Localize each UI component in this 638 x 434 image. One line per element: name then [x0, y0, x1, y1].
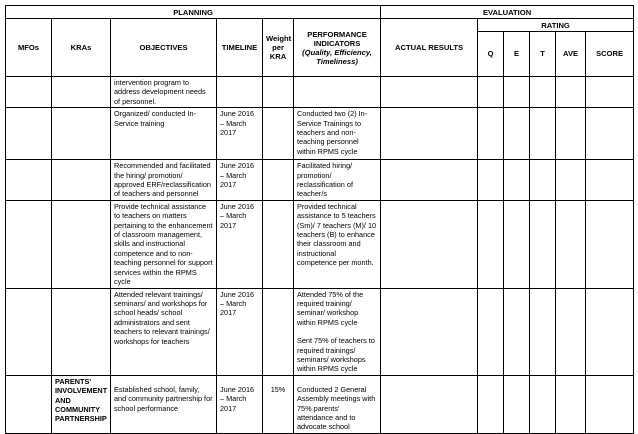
timeline-cell: June 2016 – March 2017 [217, 108, 263, 160]
planning-header: PLANNING [6, 6, 381, 19]
q-cell [478, 200, 504, 288]
performance-table [5, 5, 634, 434]
section-header-row [6, 6, 634, 19]
e-cell [504, 200, 530, 288]
score-cell [586, 200, 634, 288]
actual-results-cell [381, 200, 478, 288]
timeline-cell [217, 77, 263, 108]
ave-cell [556, 375, 586, 433]
score-header: SCORE [586, 32, 634, 77]
q-header: Q [478, 32, 504, 77]
t-cell [530, 108, 556, 160]
rating-header-row [6, 19, 634, 32]
q-cell [478, 108, 504, 160]
t-cell [530, 160, 556, 201]
rating-header: RATING [478, 19, 634, 32]
q-cell [478, 375, 504, 433]
actual-results-cell [381, 375, 478, 433]
ave-cell [556, 77, 586, 108]
ave-header: AVE [556, 32, 586, 77]
weight-cell [263, 200, 294, 288]
e-header: E [504, 32, 530, 77]
weight-cell [263, 77, 294, 108]
performance-indicators-subtitle: (Quality, Efficiency, Timeliness) [302, 47, 372, 66]
table-row [6, 160, 634, 201]
mfo-cell [6, 375, 52, 433]
ave-cell [556, 200, 586, 288]
q-cell [478, 77, 504, 108]
timeline-header: TIMELINE [217, 19, 263, 77]
indicator-cell: Facilitated hiring/ promotion/ reclassification of teacher/s [294, 160, 381, 201]
kra-cell [52, 160, 111, 201]
kra-cell [52, 200, 111, 288]
actual-results-header: ACTUAL RESULTS [381, 19, 478, 77]
e-cell [504, 160, 530, 201]
t-header: T [530, 32, 556, 77]
t-cell [530, 200, 556, 288]
objective-cell: Attended relevant trainings/ seminars/ and workshops for school heads/ school administrators and sent teachers to relevant trainings/ workshops for teachers [111, 288, 217, 375]
timeline-cell: June 2016 – March 2017 [217, 288, 263, 375]
objective-cell: Established school, family, and community partnership for school performance [111, 375, 217, 433]
t-cell [530, 288, 556, 375]
t-cell [530, 375, 556, 433]
table-row [6, 375, 634, 433]
e-cell [504, 108, 530, 160]
ave-cell [556, 108, 586, 160]
mfo-cell [6, 288, 52, 375]
indicator-text-2: Sent 75% of teachers to required trainings/ seminars/ workshops within RPMS cycle [297, 336, 375, 374]
kra-cell [52, 77, 111, 108]
e-cell [504, 375, 530, 433]
weight-cell [263, 160, 294, 201]
objective-cell: intervention program to address development needs of personnel. [111, 77, 217, 108]
weight-cell: 15% [263, 375, 294, 433]
indicator-cell [294, 77, 381, 108]
e-cell [504, 77, 530, 108]
indicator-text: Attended 75% of the required training/ seminar/ workshop within RPMS cycle [297, 289, 364, 327]
kra-cell: PARENTS' INVOLVEMENT AND COMMUNITY PARTNERSHIP [52, 375, 111, 433]
actual-results-cell [381, 288, 478, 375]
actual-results-cell [381, 160, 478, 201]
table-row [6, 288, 634, 375]
objective-cell: Provide technical assistance to teachers on matters pertaining to the enhancement of classroom management, skills and instructional competence and to non-teaching personnel for support services within the RPMS cycle [111, 200, 217, 288]
kra-cell [52, 108, 111, 160]
indicator-cell: Conducted 2 General Assembly meetings with 75% parents' attendance and to advocate school [294, 375, 381, 433]
indicator-cell [294, 288, 381, 375]
objectives-header: OBJECTIVES [111, 19, 217, 77]
mfos-header: MFOs [6, 19, 52, 77]
ave-cell [556, 160, 586, 201]
actual-results-cell [381, 108, 478, 160]
performance-indicators-title: PERFORMANCE INDICATORS [307, 29, 367, 48]
mfo-cell [6, 108, 52, 160]
performance-indicators-header [294, 19, 381, 77]
objective-cell: Recommended and facilitated the hiring/ promotion/ approved ERF/reclassification of teachers and personnel [111, 160, 217, 201]
indicator-cell: Provided technical assistance to 5 teachers (Sm)/ 7 teachers (M)/ 10 teachers (B) to enhance their classroom and instructional competence per month. [294, 200, 381, 288]
timeline-cell: June 2016 – March 2017 [217, 375, 263, 433]
kra-cell [52, 288, 111, 375]
q-cell [478, 288, 504, 375]
ave-cell [556, 288, 586, 375]
weight-header: Weight per KRA [263, 19, 294, 77]
t-cell [530, 77, 556, 108]
indicator-cell: Conducted two (2) In-Service Trainings to teachers and non-teaching personnel within RPMS cycle [294, 108, 381, 160]
indicator-gap [297, 327, 377, 336]
table-row [6, 108, 634, 160]
timeline-cell: June 2016 – March 2017 [217, 200, 263, 288]
e-cell [504, 288, 530, 375]
mfo-cell [6, 77, 52, 108]
kras-header: KRAs [52, 19, 111, 77]
table-row [6, 200, 634, 288]
score-cell [586, 375, 634, 433]
q-cell [478, 160, 504, 201]
evaluation-header: EVALUATION [381, 6, 634, 19]
score-cell [586, 160, 634, 201]
table-row [6, 77, 634, 108]
actual-results-cell [381, 77, 478, 108]
timeline-cell: June 2016 – March 2017 [217, 160, 263, 201]
mfo-cell [6, 160, 52, 201]
weight-cell [263, 108, 294, 160]
score-cell [586, 77, 634, 108]
score-cell [586, 108, 634, 160]
objective-cell: Organized/ conducted In-Service training [111, 108, 217, 160]
mfo-cell [6, 200, 52, 288]
weight-cell [263, 288, 294, 375]
score-cell [586, 288, 634, 375]
